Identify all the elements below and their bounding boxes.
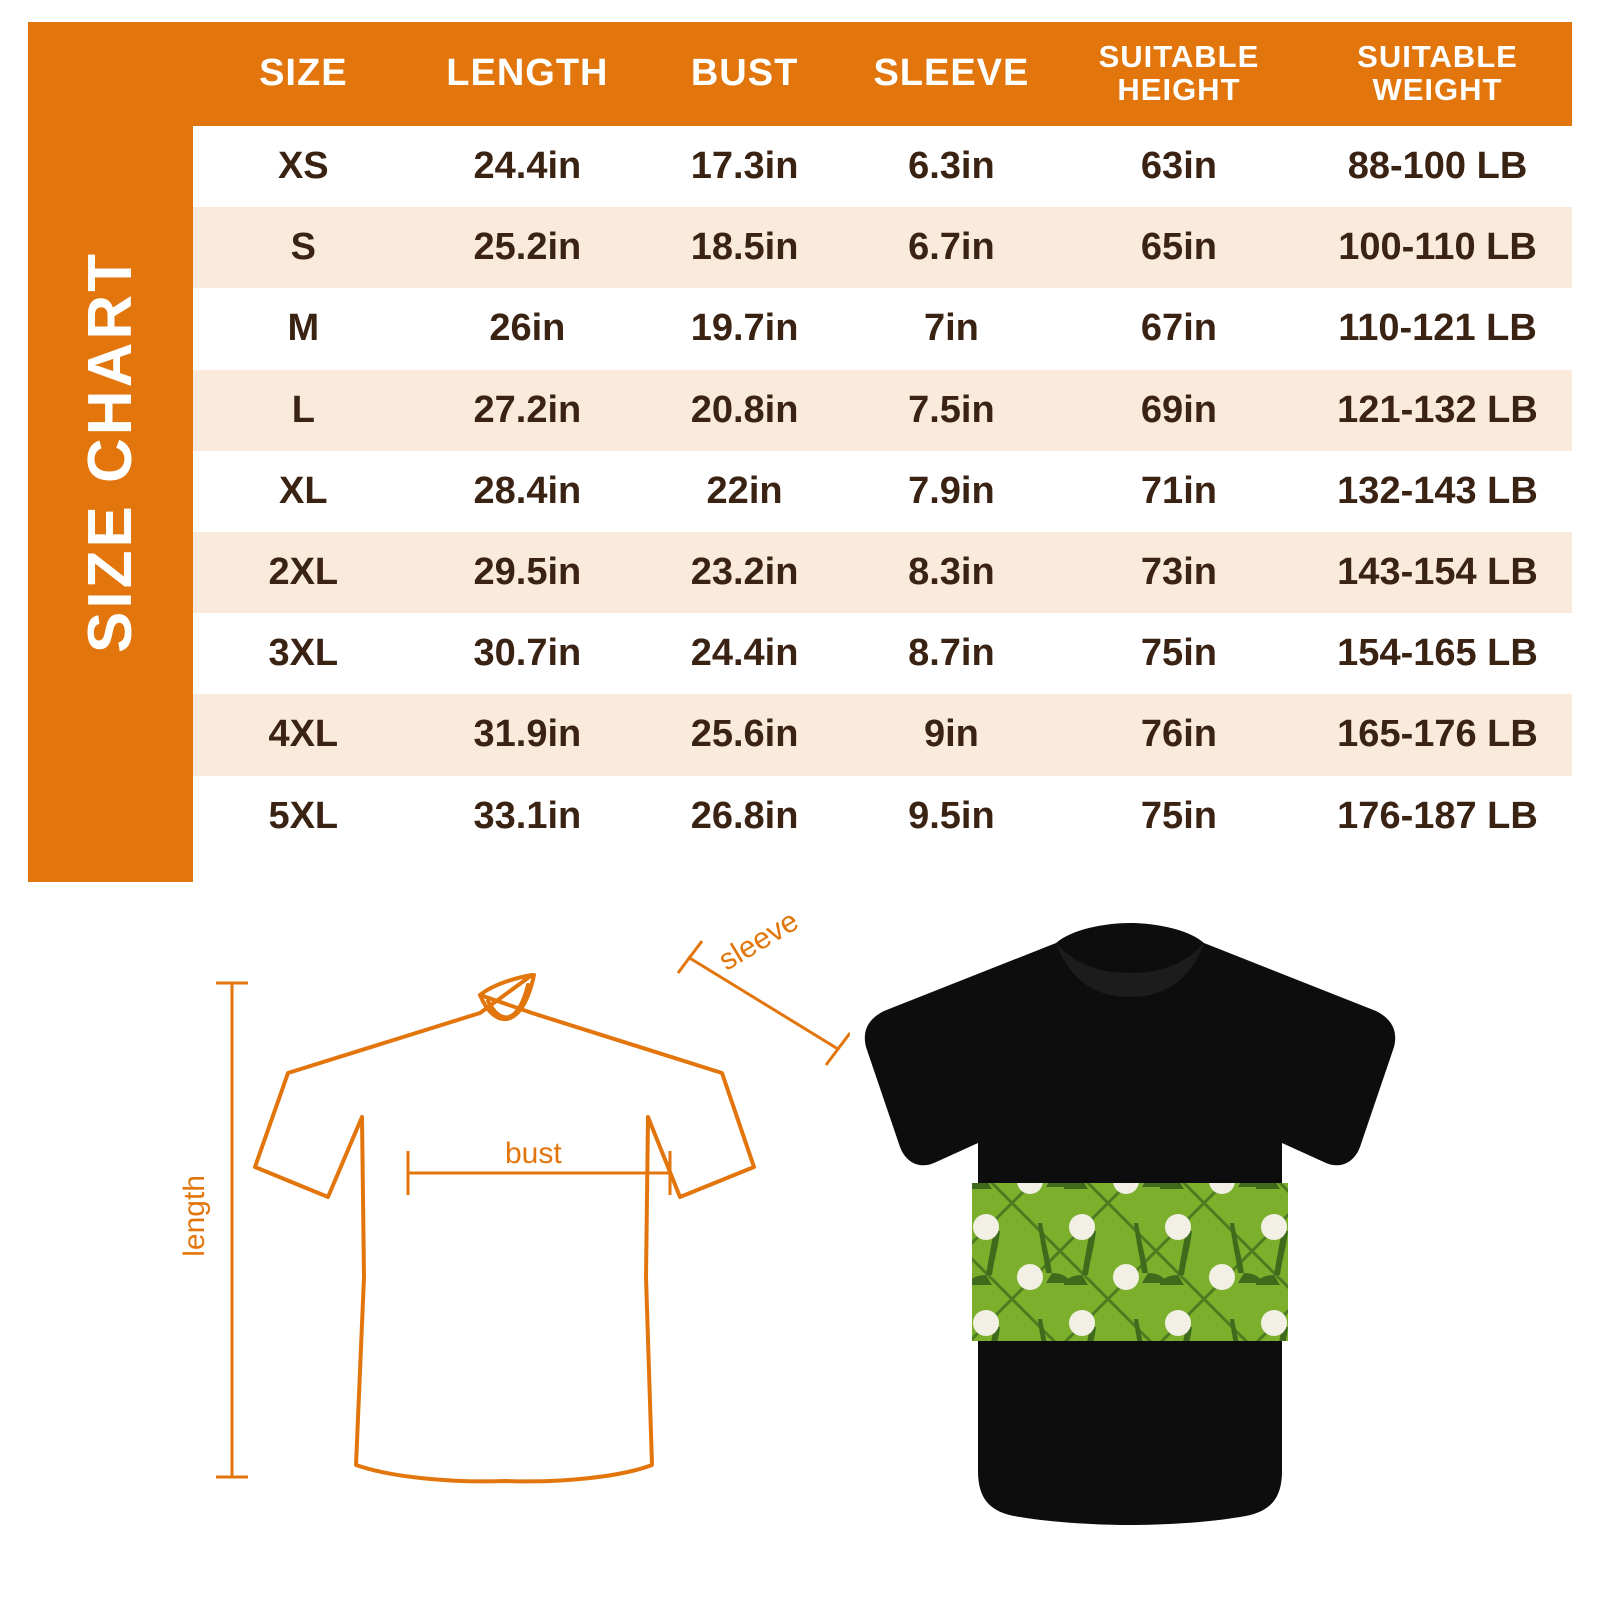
tshirt-outline-path: [255, 975, 754, 1481]
size-table: [193, 22, 1572, 882]
column-header-suitable-height-line2: HEIGHT: [1117, 72, 1241, 107]
cell-bust: 25.6in: [690, 713, 799, 756]
cell-suitable-weight: 88-100 LB: [1347, 145, 1528, 188]
cell-sleeve: 9in: [923, 713, 979, 756]
cell-size: XL: [279, 469, 328, 512]
tshirt-outline-diagram: [150, 905, 850, 1545]
table-row: [193, 694, 1572, 775]
column-header-suitable-weight: [1303, 41, 1572, 106]
cell-length: 31.9in: [473, 713, 582, 756]
cell-suitable-height: 63in: [1140, 145, 1217, 188]
cell-bust: 26.8in: [690, 794, 799, 837]
cell-suitable-weight: 110-121 LB: [1338, 307, 1537, 350]
cell-sleeve: 7in: [923, 307, 979, 350]
cell-suitable-weight: 154-165 LB: [1337, 632, 1538, 675]
table-row: [193, 613, 1572, 694]
table-row: [193, 451, 1572, 532]
page-title: SIZE CHART: [76, 251, 145, 653]
cell-sleeve: 7.5in: [908, 388, 995, 431]
cell-length: 28.4in: [473, 469, 582, 512]
cell-suitable-weight: 143-154 LB: [1337, 551, 1538, 594]
cell-length: 25.2in: [473, 226, 582, 269]
cell-suitable-height: 69in: [1140, 388, 1217, 431]
table-row: [193, 370, 1572, 451]
cell-size: 3XL: [268, 632, 339, 675]
cell-suitable-height: 75in: [1140, 632, 1217, 675]
golf-print-graphic: [972, 1183, 1288, 1341]
cell-length: 33.1in: [473, 794, 582, 837]
cell-suitable-weight: 121-132 LB: [1337, 388, 1538, 431]
column-header-size: SIZE: [259, 52, 348, 95]
cell-length: 29.5in: [473, 551, 582, 594]
cell-bust: 24.4in: [690, 632, 799, 675]
size-chart-panel: [28, 22, 1572, 882]
table-row: [193, 532, 1572, 613]
cell-suitable-height: 76in: [1140, 713, 1217, 756]
cell-bust: 22in: [706, 469, 783, 512]
cell-size: M: [287, 307, 320, 350]
cell-size: L: [291, 388, 315, 431]
cell-sleeve: 6.7in: [908, 226, 995, 269]
cell-length: 30.7in: [473, 632, 582, 675]
cell-bust: 19.7in: [690, 307, 799, 350]
cell-suitable-height: 71in: [1140, 469, 1217, 512]
cell-suitable-height: 65in: [1140, 226, 1217, 269]
cell-suitable-weight: 100-110 LB: [1338, 226, 1537, 269]
cell-length: 26in: [489, 307, 566, 350]
cell-length: 27.2in: [473, 388, 582, 431]
table-row: [193, 126, 1572, 207]
table-row: [193, 776, 1572, 857]
column-header-length: LENGTH: [446, 52, 609, 95]
column-header-suitable-weight-line2: WEIGHT: [1372, 72, 1503, 107]
length-dimension-line: [216, 983, 248, 1477]
cell-suitable-weight: 165-176 LB: [1337, 713, 1538, 756]
cell-sleeve: 8.3in: [908, 551, 995, 594]
cell-bust: 23.2in: [690, 551, 799, 594]
table-row: [193, 207, 1572, 288]
measurement-diagram-area: [0, 905, 1600, 1600]
column-header-suitable-height-line1: SUITABLE: [1098, 39, 1260, 75]
cell-suitable-height: 67in: [1140, 307, 1217, 350]
column-header-sleeve: SLEEVE: [873, 52, 1030, 95]
size-chart-title-column: [28, 22, 193, 882]
product-tshirt-image: [820, 915, 1440, 1555]
cell-size: XS: [277, 145, 329, 188]
cell-size: 4XL: [268, 713, 339, 756]
cell-size: 2XL: [268, 551, 339, 594]
table-header-row: [193, 22, 1572, 126]
cell-suitable-height: 75in: [1140, 794, 1217, 837]
column-header-bust: BUST: [690, 52, 799, 95]
length-measure-label: length: [178, 1175, 211, 1257]
cell-size: 5XL: [268, 794, 339, 837]
bust-measure-label: bust: [505, 1137, 562, 1170]
cell-sleeve: 8.7in: [908, 632, 995, 675]
table-row: [193, 288, 1572, 369]
sleeve-measure-label: sleeve: [713, 904, 805, 978]
cell-length: 24.4in: [473, 145, 582, 188]
column-header-suitable-weight-line1: SUITABLE: [1357, 39, 1518, 75]
cell-bust: 20.8in: [690, 388, 799, 431]
cell-suitable-weight: 176-187 LB: [1337, 794, 1538, 837]
cell-sleeve: 6.3in: [908, 145, 995, 188]
cell-sleeve: 9.5in: [908, 794, 995, 837]
cell-sleeve: 7.9in: [908, 469, 995, 512]
cell-suitable-height: 73in: [1140, 551, 1217, 594]
cell-suitable-weight: 132-143 LB: [1337, 469, 1538, 512]
table-body: [193, 126, 1572, 882]
cell-bust: 17.3in: [690, 145, 799, 188]
cell-bust: 18.5in: [690, 226, 799, 269]
cell-size: S: [290, 226, 316, 269]
column-header-suitable-height: [1055, 41, 1303, 106]
